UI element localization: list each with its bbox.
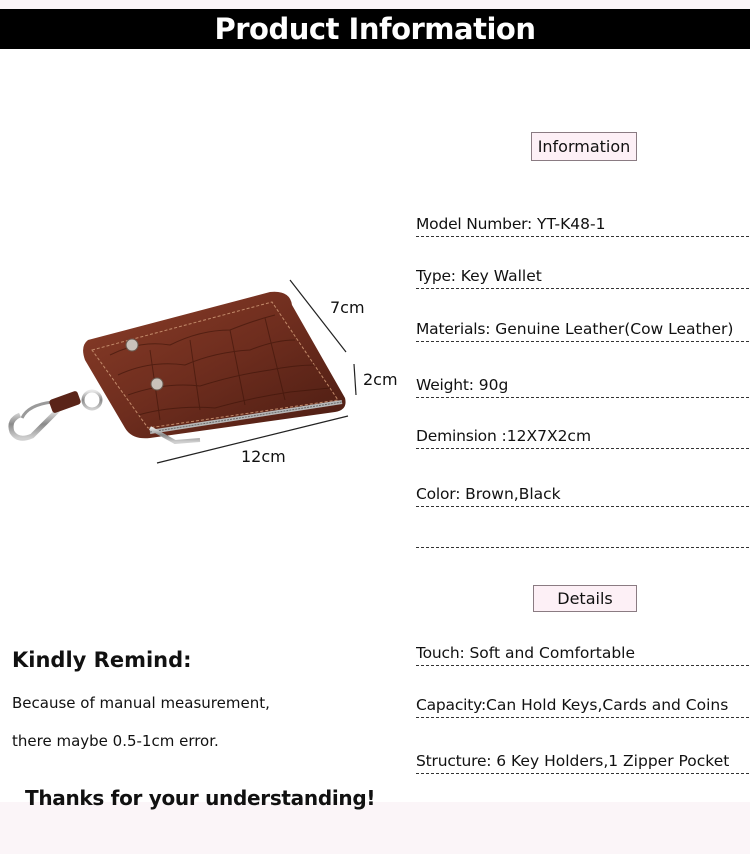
spec-label: Materials: bbox=[416, 320, 491, 338]
key-clip-icon bbox=[11, 390, 101, 438]
spec-dimension bbox=[416, 425, 749, 449]
remind-line-2: there maybe 0.5-1cm error. bbox=[12, 732, 219, 750]
thanks-message: Thanks for your understanding! bbox=[25, 786, 376, 810]
spec-capacity bbox=[416, 694, 749, 718]
details-badge: Details bbox=[533, 585, 637, 612]
dim-length-label: 7cm bbox=[330, 298, 365, 317]
spec-value: 90g bbox=[473, 376, 509, 394]
spec-materials bbox=[416, 318, 749, 342]
spec-value: :12X7X2cm bbox=[496, 427, 592, 445]
spec-label: Touch: bbox=[416, 644, 465, 662]
spec-model-number bbox=[416, 213, 749, 237]
spec-value: Soft and Comfortable bbox=[464, 644, 636, 662]
spec-value: Genuine Leather(Cow Leather) bbox=[490, 320, 734, 338]
spec-label: Color: bbox=[416, 485, 461, 503]
spec-label: Deminsion bbox=[416, 427, 497, 445]
spec-value: Brown,Black bbox=[460, 485, 561, 503]
remind-line-1: Because of manual measurement, bbox=[12, 694, 270, 712]
spec-value: Key Wallet bbox=[455, 267, 542, 285]
spec-color bbox=[416, 483, 749, 507]
spec-label: Model Number: bbox=[416, 215, 533, 233]
spec-label: Capacity: bbox=[416, 696, 487, 714]
remind-title: Kindly Remind: bbox=[12, 648, 192, 672]
spec-structure bbox=[416, 750, 749, 774]
dim-height-label: 2cm bbox=[363, 370, 398, 389]
spec-value: 6 Key Holders,1 Zipper Pocket bbox=[491, 752, 730, 770]
spec-type bbox=[416, 265, 749, 289]
information-badge: Information bbox=[531, 132, 637, 161]
title-bar bbox=[0, 9, 750, 49]
spec-label: Type: bbox=[416, 267, 456, 285]
spec-touch bbox=[416, 642, 749, 666]
dim-line-2cm bbox=[354, 364, 356, 395]
spec-value: YT-K48-1 bbox=[532, 215, 606, 233]
spec-label: Weight: bbox=[416, 376, 474, 394]
spec-label: Structure: bbox=[416, 752, 492, 770]
wallet-body bbox=[83, 292, 345, 442]
dim-width-label: 12cm bbox=[241, 447, 286, 466]
top-strip bbox=[0, 0, 750, 9]
page-title: Product Information bbox=[214, 12, 536, 46]
spec-divider bbox=[416, 547, 749, 548]
spec-value: Can Hold Keys,Cards and Coins bbox=[486, 696, 729, 714]
product-image bbox=[0, 260, 410, 490]
spec-weight bbox=[416, 374, 749, 398]
